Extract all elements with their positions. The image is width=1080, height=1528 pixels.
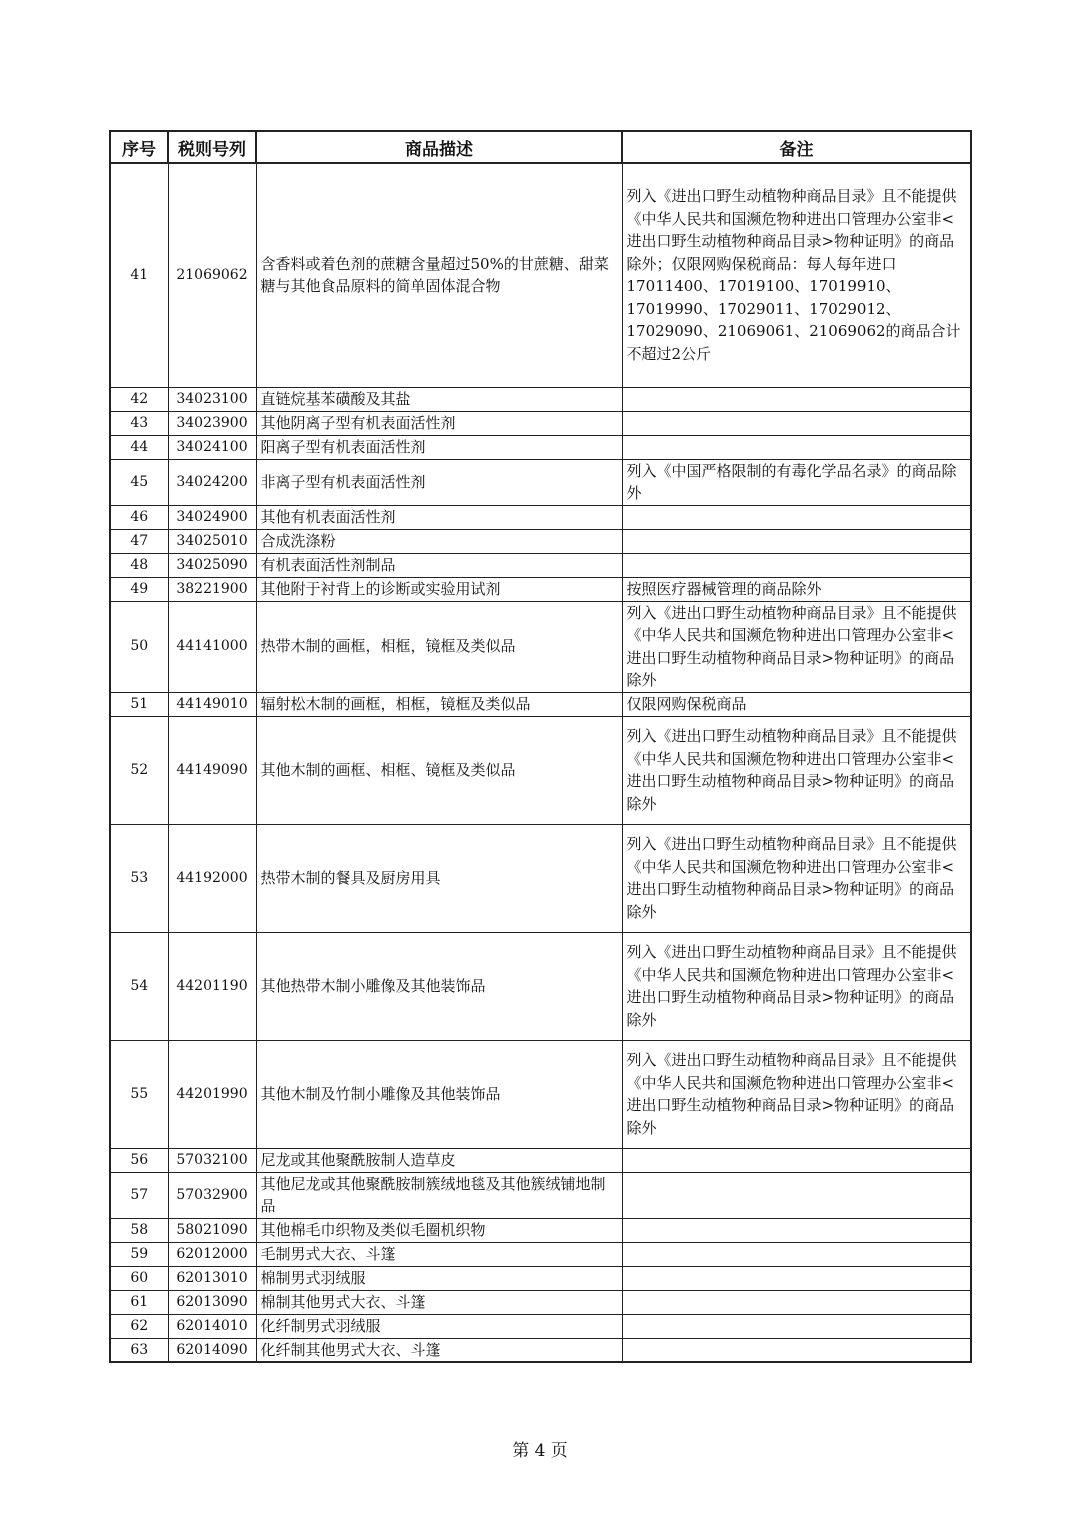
- remark: 列入《进出口野生动植物种商品目录》且不能提供《中华人民共和国濒危物种进出口管理办公室非<进出口野生动植物种商品目录>物种证明》的商品除外: [622, 1040, 971, 1148]
- row-number: 54: [110, 932, 168, 1040]
- table-row: [110, 435, 971, 459]
- table-body: [110, 163, 971, 1362]
- remark: [622, 553, 971, 577]
- tariff-code: 62013010: [168, 1266, 256, 1290]
- table-row: [110, 1218, 971, 1242]
- goods-description: 其他热带木制小雕像及其他装饰品: [256, 932, 622, 1040]
- tariff-code: 34025090: [168, 553, 256, 577]
- row-number: 47: [110, 529, 168, 553]
- table-row: [110, 505, 971, 529]
- remark: [622, 387, 971, 411]
- goods-description: 其他阴离子型有机表面活性剂: [256, 411, 622, 435]
- goods-description: 辐射松木制的画框，相框，镜框及类似品: [256, 692, 622, 716]
- header-note: 备注: [622, 131, 971, 163]
- row-number: 41: [110, 163, 168, 387]
- remark: 列入《进出口野生动植物种商品目录》且不能提供《中华人民共和国濒危物种进出口管理办公室非<进出口野生动植物种商品目录>物种证明》的商品除外: [622, 932, 971, 1040]
- tariff-code: 21069062: [168, 163, 256, 387]
- goods-description: 毛制男式大衣、斗篷: [256, 1242, 622, 1266]
- remark: [622, 1172, 971, 1218]
- row-number: 49: [110, 577, 168, 601]
- tariff-code: 34024100: [168, 435, 256, 459]
- remark: [622, 1148, 971, 1172]
- row-number: 46: [110, 505, 168, 529]
- tariff-code: 34023100: [168, 387, 256, 411]
- remark: 仅限网购保税商品: [622, 692, 971, 716]
- row-number: 50: [110, 601, 168, 692]
- remark: [622, 435, 971, 459]
- table-row: [110, 1172, 971, 1218]
- table-row: [110, 1040, 971, 1148]
- table-row: [110, 716, 971, 824]
- header-desc: 商品描述: [256, 131, 622, 163]
- header-code: 税则号列: [168, 131, 256, 163]
- table-row: [110, 163, 971, 387]
- remark: [622, 1290, 971, 1314]
- remark: [622, 1242, 971, 1266]
- goods-description: 其他木制的画框、相框、镜框及类似品: [256, 716, 622, 824]
- goods-description: 含香料或着色剂的蔗糖含量超过50%的甘蔗糖、甜菜糖与其他食品原料的简单固体混合物: [256, 163, 622, 387]
- table-row: [110, 553, 971, 577]
- goods-description: 棉制其他男式大衣、斗篷: [256, 1290, 622, 1314]
- table-row: [110, 1148, 971, 1172]
- remark: [622, 1266, 971, 1290]
- row-number: 53: [110, 824, 168, 932]
- table-row: [110, 529, 971, 553]
- tariff-table: [109, 130, 972, 1363]
- goods-description: 化纤制男式羽绒服: [256, 1314, 622, 1338]
- tariff-code: 62014090: [168, 1338, 256, 1362]
- row-number: 52: [110, 716, 168, 824]
- row-number: 61: [110, 1290, 168, 1314]
- table-row: [110, 601, 971, 692]
- table-row: [110, 411, 971, 435]
- tariff-code: 62012000: [168, 1242, 256, 1266]
- tariff-table-container: [109, 130, 970, 1363]
- goods-description: 棉制男式羽绒服: [256, 1266, 622, 1290]
- table-row: [110, 1242, 971, 1266]
- row-number: 60: [110, 1266, 168, 1290]
- header-no: 序号: [110, 131, 168, 163]
- table-row: [110, 1266, 971, 1290]
- goods-description: 直链烷基苯磺酸及其盐: [256, 387, 622, 411]
- remark: [622, 505, 971, 529]
- row-number: 44: [110, 435, 168, 459]
- table-row: [110, 577, 971, 601]
- tariff-code: 34025010: [168, 529, 256, 553]
- goods-description: 其他附于衬背上的诊断或实验用试剂: [256, 577, 622, 601]
- goods-description: 化纤制其他男式大衣、斗篷: [256, 1338, 622, 1362]
- table-row: [110, 692, 971, 716]
- row-number: 45: [110, 459, 168, 505]
- row-number: 62: [110, 1314, 168, 1338]
- tariff-code: 62014010: [168, 1314, 256, 1338]
- goods-description: 热带木制的画框，相框，镜框及类似品: [256, 601, 622, 692]
- remark: 列入《进出口野生动植物种商品目录》且不能提供《中华人民共和国濒危物种进出口管理办公室非<进出口野生动植物种商品目录>物种证明》的商品除外；仅限网购保税商品：每人每年进口17011400、17019100、17019910、17019990、17029011、17029012、17029090、21069061、21069062的商品合计不超过2公斤: [622, 163, 971, 387]
- remark: 按照医疗器械管理的商品除外: [622, 577, 971, 601]
- tariff-code: 58021090: [168, 1218, 256, 1242]
- tariff-code: 44149090: [168, 716, 256, 824]
- row-number: 56: [110, 1148, 168, 1172]
- table-header: [110, 131, 971, 163]
- goods-description: 其他木制及竹制小雕像及其他装饰品: [256, 1040, 622, 1148]
- remark: 列入《进出口野生动植物种商品目录》且不能提供《中华人民共和国濒危物种进出口管理办公室非<进出口野生动植物种商品目录>物种证明》的商品除外: [622, 601, 971, 692]
- tariff-code: 57032900: [168, 1172, 256, 1218]
- table-row: [110, 459, 971, 505]
- tariff-code: 44201990: [168, 1040, 256, 1148]
- remark: [622, 529, 971, 553]
- remark: 列入《进出口野生动植物种商品目录》且不能提供《中华人民共和国濒危物种进出口管理办公室非<进出口野生动植物种商品目录>物种证明》的商品除外: [622, 824, 971, 932]
- goods-description: 其他有机表面活性剂: [256, 505, 622, 529]
- table-row: [110, 1338, 971, 1362]
- table-row: [110, 824, 971, 932]
- goods-description: 合成洗涤粉: [256, 529, 622, 553]
- tariff-code: 44192000: [168, 824, 256, 932]
- goods-description: 其他棉毛巾织物及类似毛圈机织物: [256, 1218, 622, 1242]
- remark: 列入《中国严格限制的有毒化学品名录》的商品除外: [622, 459, 971, 505]
- tariff-code: 44201190: [168, 932, 256, 1040]
- table-row: [110, 1290, 971, 1314]
- tariff-code: 57032100: [168, 1148, 256, 1172]
- table-row: [110, 387, 971, 411]
- tariff-code: 34024200: [168, 459, 256, 505]
- remark: [622, 1314, 971, 1338]
- row-number: 48: [110, 553, 168, 577]
- remark: [622, 1338, 971, 1362]
- goods-description: 热带木制的餐具及厨房用具: [256, 824, 622, 932]
- tariff-code: 44141000: [168, 601, 256, 692]
- row-number: 55: [110, 1040, 168, 1148]
- goods-description: 阳离子型有机表面活性剂: [256, 435, 622, 459]
- row-number: 63: [110, 1338, 168, 1362]
- row-number: 58: [110, 1218, 168, 1242]
- table-row: [110, 1314, 971, 1338]
- table-row: [110, 932, 971, 1040]
- tariff-code: 34024900: [168, 505, 256, 529]
- tariff-code: 44149010: [168, 692, 256, 716]
- page-number: 第 4 页: [512, 1441, 568, 1461]
- goods-description: 非离子型有机表面活性剂: [256, 459, 622, 505]
- row-number: 51: [110, 692, 168, 716]
- row-number: 43: [110, 411, 168, 435]
- row-number: 42: [110, 387, 168, 411]
- remark: 列入《进出口野生动植物种商品目录》且不能提供《中华人民共和国濒危物种进出口管理办公室非<进出口野生动植物种商品目录>物种证明》的商品除外: [622, 716, 971, 824]
- tariff-code: 38221900: [168, 577, 256, 601]
- remark: [622, 411, 971, 435]
- goods-description: 尼龙或其他聚酰胺制人造草皮: [256, 1148, 622, 1172]
- tariff-code: 34023900: [168, 411, 256, 435]
- remark: [622, 1218, 971, 1242]
- row-number: 57: [110, 1172, 168, 1218]
- row-number: 59: [110, 1242, 168, 1266]
- goods-description: 其他尼龙或其他聚酰胺制簇绒地毯及其他簇绒铺地制品: [256, 1172, 622, 1218]
- goods-description: 有机表面活性剂制品: [256, 553, 622, 577]
- tariff-code: 62013090: [168, 1290, 256, 1314]
